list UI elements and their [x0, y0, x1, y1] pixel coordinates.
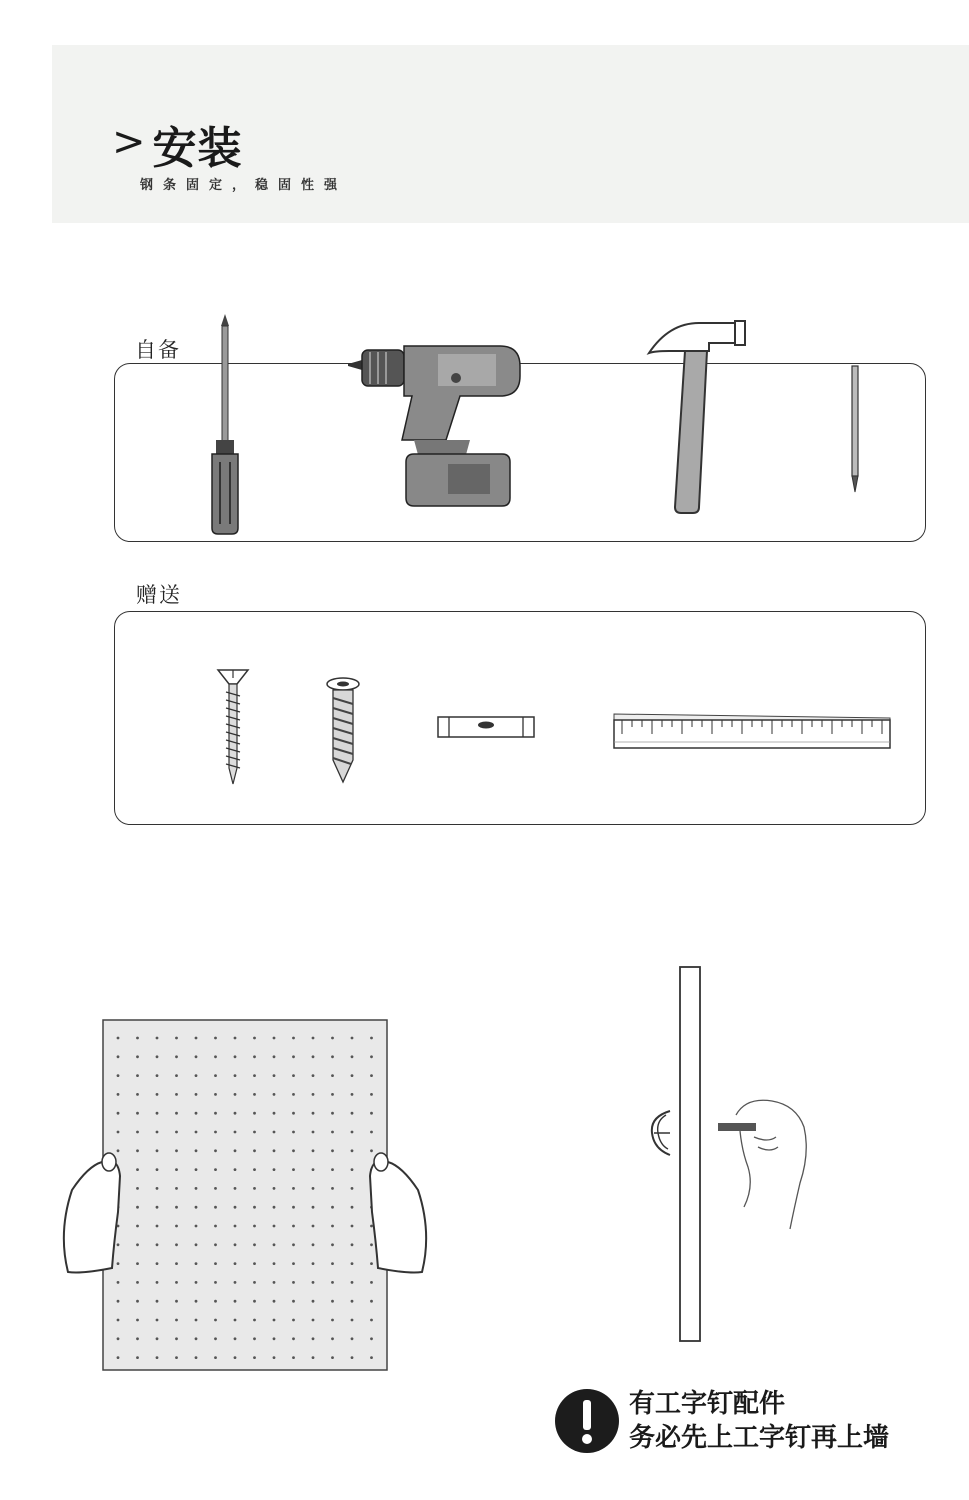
pencil-icon [848, 366, 862, 496]
wood-screw-icon [216, 668, 250, 786]
pegboard-illustration [60, 1010, 430, 1380]
page-subtitle: 钢条固定，稳固性强 [140, 178, 348, 193]
spirit-level-icon [437, 716, 535, 740]
included-label: 赠送 [136, 583, 182, 607]
exclamation-icon [555, 1389, 619, 1453]
chevron-right-icon: > [112, 119, 147, 165]
cordless-drill-icon [348, 336, 528, 516]
self-provided-label: 自备 [135, 338, 181, 362]
i-nail-insertion-illustration [640, 965, 820, 1345]
page-title-text: 安装 [152, 123, 243, 174]
hammer-icon [645, 315, 755, 515]
warning-notice [555, 1387, 889, 1455]
warning-line-1: 有工字钉配件 [629, 1389, 786, 1419]
wall-anchor-icon [325, 676, 361, 786]
warning-line-2: 务必先上工字钉再上墙 [629, 1423, 890, 1453]
screwdriver-icon [200, 312, 250, 534]
page-title [112, 112, 243, 176]
ruler-icon [612, 712, 892, 752]
